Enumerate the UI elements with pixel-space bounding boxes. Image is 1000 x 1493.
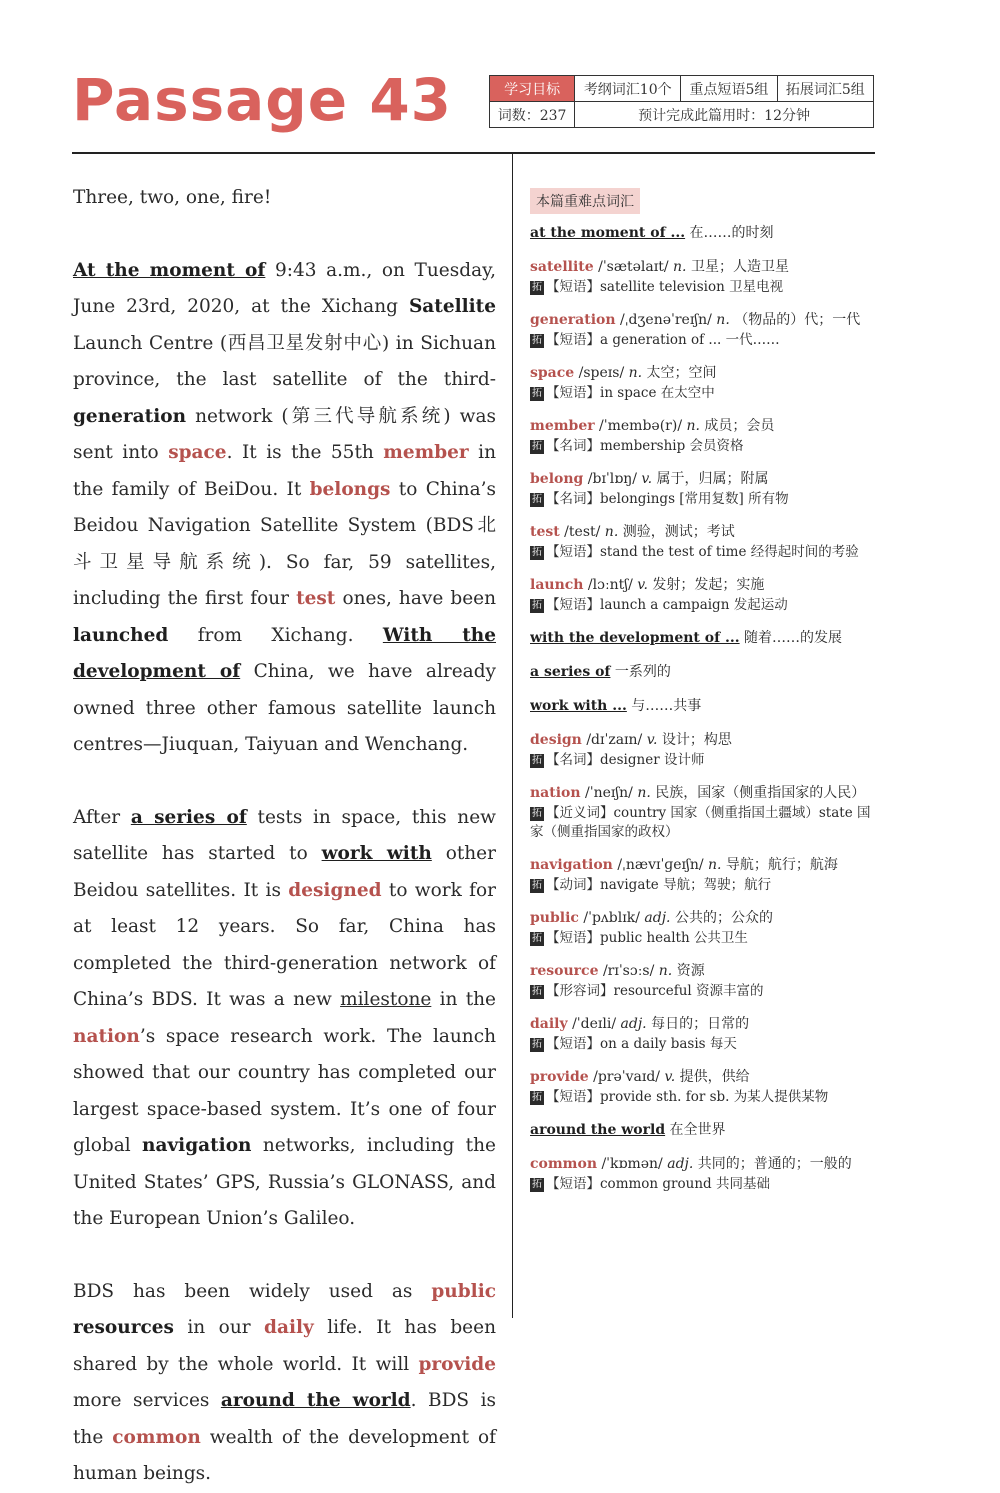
- vocab-definition: 提供，供给: [675, 1069, 750, 1085]
- extension-tag-icon: 拓: [532, 754, 542, 766]
- keyword-launched: launched: [73, 624, 169, 646]
- vocab-phrase: at the moment of ...: [530, 225, 686, 241]
- text-run: . BDS is the: [73, 1390, 496, 1448]
- vocab-definition: 民族，国家（侧重指国家的人民）: [650, 785, 866, 801]
- vocab-entry: [530, 1154, 875, 1194]
- vocab-entry-line: [530, 628, 875, 649]
- keyword-nation: nation: [73, 1025, 140, 1047]
- vocab-extension: [530, 596, 875, 615]
- vocab-entry: [530, 662, 875, 683]
- vocab-entry-line: [530, 696, 875, 717]
- vocab-extension-text: 【短语】common ground 共同基础: [546, 1176, 770, 1192]
- vocab-extension: [530, 1175, 875, 1194]
- vocab-definition: 公共的；公众的: [670, 910, 773, 926]
- vocab-entry: [530, 469, 875, 509]
- keyword-generation: generation: [73, 405, 187, 427]
- vocab-entry-line: [530, 310, 875, 331]
- passage-paragraph-1: [73, 253, 496, 764]
- vocab-extension-text: 【短语】a generation of ... 一代……: [546, 332, 780, 348]
- keyword-member: member: [383, 442, 469, 463]
- header-rule: [72, 152, 875, 154]
- phrase-with-the-development-of: With the development of: [73, 624, 497, 682]
- keyword-belongs: belongs: [309, 478, 391, 500]
- text-run: After: [73, 806, 131, 828]
- vocab-phonetic: /prəˈvaɪd/: [588, 1069, 665, 1085]
- extension-tag-icon: 拓: [532, 440, 542, 452]
- vocab-entry-line: [530, 1014, 875, 1035]
- phrase-at-the-moment-of: At the moment of: [73, 259, 266, 281]
- vocab-phonetic: /ˈneɪʃn/: [580, 785, 638, 801]
- vocab-part-of-speech: n.: [637, 785, 651, 801]
- extension-tag-icon: 拓: [532, 546, 542, 558]
- vocab-word: belong: [530, 471, 584, 487]
- column-divider: [512, 153, 513, 1318]
- vocab-word: design: [530, 732, 582, 748]
- text-run: ones, have been: [335, 588, 497, 609]
- vocab-part-of-speech: n.: [628, 365, 643, 381]
- vocab-entry-line: [530, 1067, 875, 1088]
- vocab-extension-text: 【名词】designer 设计师: [546, 752, 705, 768]
- vocab-entry: [530, 575, 875, 615]
- extended-vocab-count: 拓展词汇5组: [777, 76, 873, 102]
- text-run: network (第三代导航系统) was sent into: [73, 405, 496, 463]
- study-goals-table: [489, 75, 874, 128]
- key-phrases-count: 重点短语5组: [681, 76, 777, 102]
- vocab-word: navigation: [530, 857, 613, 873]
- vocab-definition: 属于，归属；附属: [652, 471, 769, 487]
- vocab-entry: [530, 1067, 875, 1107]
- text-run: in the: [431, 989, 496, 1010]
- keyword-satellite: Satellite: [408, 296, 496, 317]
- vocab-definition: 资源: [672, 963, 705, 979]
- keyword-provide: provide: [418, 1353, 496, 1375]
- vocab-entry-line: [530, 908, 875, 929]
- text-run: life. It has been shared by the whole world. It will: [73, 1317, 496, 1375]
- vocab-entry: [530, 223, 875, 244]
- vocab-definition: 测验，测试；考试: [618, 524, 735, 540]
- extension-tag-icon: 拓: [532, 985, 542, 997]
- vocab-entry-line: [530, 363, 875, 384]
- extension-tag-icon: 拓: [532, 1038, 542, 1050]
- vocab-part-of-speech: adj.: [667, 1156, 694, 1172]
- vocab-part-of-speech: n.: [658, 963, 673, 979]
- vocab-extension-text: 【近义词】country 国家（侧重指国土疆域）state 国家（侧重指国家的政权）: [530, 805, 871, 840]
- vocab-extension: [530, 982, 875, 1001]
- vocab-extension: [530, 490, 875, 509]
- keyword-public: public: [431, 1280, 496, 1302]
- keyword-common: common: [112, 1426, 201, 1448]
- vocab-definition: 在……的时刻: [685, 225, 774, 241]
- vocabulary-sidebar: [530, 188, 875, 1318]
- vocab-word: common: [530, 1156, 598, 1172]
- vocab-definition: 在全世界: [665, 1122, 726, 1138]
- vocab-entry-line: [530, 416, 875, 437]
- text-run: 9:43 a.m., on Tuesday, June 23rd, 2020, at the Xichang: [73, 259, 496, 317]
- vocab-definition: 共同的；普通的；一般的: [693, 1156, 852, 1172]
- text-run: . It is the 55th: [226, 442, 384, 463]
- extension-tag-icon: 拓: [532, 387, 542, 399]
- vocab-definition: 一系列的: [610, 664, 671, 680]
- text-run: wealth of the development of human beings.: [73, 1426, 496, 1484]
- vocab-extension: [530, 929, 875, 948]
- keyword-daily: daily: [264, 1317, 314, 1338]
- vocab-phonetic: /ˈmembə(r)/: [594, 418, 687, 434]
- text-run: BDS has been widely used as: [73, 1280, 432, 1302]
- text-run: China, we have already owned three other famous satellite launch centres—Jiuquan, Taiyuan and Wenchang.: [73, 661, 496, 755]
- study-goal-label: 学习目标: [490, 76, 575, 102]
- vocab-extension-text: 【形容词】resourceful 资源丰富的: [546, 983, 764, 999]
- vocab-definition: 发射；发起；实施: [647, 577, 765, 593]
- page-title: Passage 43: [72, 66, 453, 134]
- vocab-extension: [530, 876, 875, 895]
- passage-paragraph-2: [73, 800, 496, 1238]
- vocab-phonetic: /ˈsætəlaɪt/: [593, 259, 674, 275]
- keyword-resources: resources: [73, 1317, 174, 1338]
- vocab-part-of-speech: n.: [686, 418, 700, 434]
- vocab-extension-text: 【短语】public health 公共卫生: [546, 930, 748, 946]
- vocab-phonetic: /ˌdʒenəˈreɪʃn/: [615, 312, 717, 328]
- vocab-part-of-speech: v.: [664, 1069, 676, 1085]
- vocab-entry: [530, 1120, 875, 1141]
- text-run: in our: [173, 1317, 265, 1338]
- extension-tag-icon: 拓: [532, 281, 542, 293]
- vocab-entry-line: [530, 783, 875, 804]
- passage-paragraph-3: [73, 1274, 496, 1493]
- vocab-definition: 随着……的发展: [739, 630, 843, 646]
- vocab-entry: [530, 363, 875, 403]
- vocab-part-of-speech: adj.: [644, 910, 671, 926]
- vocab-part-of-speech: adj.: [620, 1016, 647, 1032]
- vocabulary-heading: 本篇重难点词汇: [530, 188, 640, 214]
- keyword-space: space: [168, 442, 227, 463]
- vocab-word: satellite: [530, 259, 594, 275]
- vocab-extension-text: 【动词】navigate 导航；驾驶；航行: [546, 877, 772, 893]
- vocab-definition: 太空；空间: [642, 365, 717, 381]
- vocab-phrase: with the development of ...: [530, 630, 740, 646]
- vocab-extension: [530, 751, 875, 770]
- vocabulary-list: [530, 223, 875, 1194]
- vocab-extension-text: 【短语】stand the test of time 经得起时间的考验: [546, 544, 859, 560]
- vocab-extension-text: 【短语】launch a campaign 发起运动: [546, 597, 788, 613]
- vocab-extension: [530, 331, 875, 350]
- vocab-entry: [530, 855, 875, 895]
- vocab-phonetic: /bɪˈlɒŋ/: [583, 471, 642, 487]
- extension-tag-icon: 拓: [532, 493, 542, 505]
- vocab-entry: [530, 628, 875, 649]
- vocab-extension-text: 【短语】provide sth. for sb. 为某人提供某物: [546, 1089, 829, 1105]
- vocab-extension-text: 【名词】membership 会员资格: [546, 438, 744, 454]
- vocab-extension: [530, 1035, 875, 1054]
- vocab-entry: [530, 416, 875, 456]
- text-run: more services: [73, 1390, 221, 1411]
- vocab-extension-text: 【名词】belongings [常用复数] 所有物: [546, 491, 789, 507]
- vocab-word: daily: [530, 1016, 568, 1032]
- vocab-part-of-speech: n.: [673, 259, 687, 275]
- keyword-milestone: milestone: [340, 989, 432, 1010]
- vocab-entry: [530, 1014, 875, 1054]
- vocab-entry-line: [530, 469, 875, 490]
- vocab-entry: [530, 961, 875, 1001]
- time-estimate: 预计完成此篇用时：12分钟: [575, 102, 874, 128]
- vocab-entry-line: [530, 522, 875, 543]
- vocab-definition: 导航；航行；航海: [721, 857, 838, 873]
- vocab-part-of-speech: v.: [641, 471, 653, 487]
- vocab-definition: （物品的）代；一代: [729, 312, 861, 328]
- vocab-phonetic: /rɪˈsɔːs/: [598, 963, 659, 979]
- vocab-word: test: [530, 524, 560, 540]
- text-run: other Beidou satellites. It is: [73, 843, 496, 901]
- vocab-entry: [530, 908, 875, 948]
- vocab-phonetic: /lɔːntʃ/: [583, 577, 638, 593]
- vocab-phonetic: /ˌnævɪˈɡeɪʃn/: [612, 857, 709, 873]
- vocab-word: public: [530, 910, 579, 926]
- word-count: 词数：237: [490, 102, 575, 128]
- keyword-navigation: navigation: [142, 1135, 252, 1156]
- vocab-entry: [530, 730, 875, 770]
- vocab-entry-line: [530, 257, 875, 278]
- vocab-extension: [530, 437, 875, 456]
- extension-tag-icon: 拓: [532, 1091, 542, 1103]
- vocab-word: space: [530, 365, 575, 381]
- vocab-entry: [530, 522, 875, 562]
- vocab-phrase: work with ...: [530, 698, 627, 714]
- vocab-part-of-speech: n.: [604, 524, 619, 540]
- vocab-entry-line: [530, 662, 875, 683]
- text-run: from Xichang.: [168, 624, 383, 646]
- vocab-phrase: a series of: [530, 664, 611, 680]
- text-run: ’s space research work. The launch showed that our country has completed our largest space-based system. It’s one of four global: [73, 1025, 496, 1156]
- vocab-extension-text: 【短语】on a daily basis 每天: [546, 1036, 737, 1052]
- vocab-entry: [530, 696, 875, 717]
- vocab-word: resource: [530, 963, 599, 979]
- vocab-word: launch: [530, 577, 584, 593]
- vocab-part-of-speech: n.: [708, 857, 722, 873]
- phrase-work-with: work with: [321, 843, 432, 864]
- vocab-entry-line: [530, 1120, 875, 1141]
- vocab-phonetic: /ˈkɒmən/: [597, 1156, 668, 1172]
- text-run: networks, including the United States’ GPS, Russia’s GLONASS, and the European Union’s Galileo.: [73, 1135, 496, 1229]
- passage-intro: Three, two, one, fire!: [73, 187, 272, 208]
- vocab-extension: [530, 1088, 875, 1107]
- vocab-phonetic: /dɪˈzaɪn/: [581, 732, 647, 748]
- text-run: to work for at least 12 years. So far, China has completed the third-generation network of China’s BDS. It was a new: [73, 879, 496, 1010]
- vocab-word: nation: [530, 785, 581, 801]
- vocab-entry: [530, 310, 875, 350]
- extension-tag-icon: 拓: [532, 932, 542, 944]
- syllabus-vocab-count: 考纲词汇10个: [575, 76, 681, 102]
- vocab-phonetic: /ˈpʌblɪk/: [578, 910, 645, 926]
- extension-tag-icon: 拓: [532, 807, 542, 819]
- vocab-extension: [530, 278, 875, 297]
- phrase-around-the-world: around the world: [220, 1390, 411, 1411]
- vocab-extension: [530, 384, 875, 403]
- text-run: tests in space, this new satellite has started to: [73, 806, 496, 864]
- text-run: in the family of BeiDou. It: [73, 442, 497, 500]
- vocab-definition: 成员；会员: [699, 418, 775, 434]
- vocab-word: provide: [530, 1069, 589, 1085]
- vocab-entry: [530, 257, 875, 297]
- vocab-entry-line: [530, 1154, 875, 1175]
- extension-tag-icon: 拓: [532, 334, 542, 346]
- vocab-extension: [530, 543, 875, 562]
- vocab-word: generation: [530, 312, 616, 328]
- vocab-extension: [530, 804, 875, 842]
- vocab-part-of-speech: n.: [716, 312, 730, 328]
- vocab-part-of-speech: v.: [637, 577, 648, 593]
- vocab-entry-line: [530, 730, 875, 751]
- keyword-test: test: [296, 588, 336, 609]
- extension-tag-icon: 拓: [532, 879, 542, 891]
- vocab-extension-text: 【短语】in space 在太空中: [546, 385, 715, 401]
- text-run: to China’s Beidou Navigation Satellite System (BDS北斗卫星导航系统). So far, 59 satellites, including the first four: [73, 478, 497, 609]
- vocab-entry: [530, 783, 875, 842]
- extension-tag-icon: 拓: [532, 1178, 542, 1190]
- vocab-entry-line: [530, 961, 875, 982]
- vocab-definition: 每日的；日常的: [646, 1016, 750, 1032]
- vocab-part-of-speech: v.: [646, 732, 658, 748]
- passage-text: [73, 180, 496, 1493]
- vocab-definition: 与……共事: [626, 698, 702, 714]
- vocab-phonetic: /test/: [559, 524, 605, 540]
- vocab-word: member: [530, 418, 595, 434]
- vocab-phonetic: /speɪs/: [574, 365, 629, 381]
- phrase-a-series-of: a series of: [130, 806, 247, 828]
- text-run: Launch Centre (西昌卫星发射中心) in Sichuan province, the last satellite of the third-: [73, 332, 496, 390]
- vocab-entry-line: [530, 855, 875, 876]
- keyword-designed: designed: [288, 879, 382, 901]
- vocab-entry-line: [530, 223, 875, 244]
- vocab-phrase: around the world: [530, 1122, 666, 1138]
- vocab-phonetic: /ˈdeɪli/: [567, 1016, 621, 1032]
- vocab-definition: 卫星；人造卫星: [686, 259, 789, 275]
- vocab-definition: 设计；构思: [657, 732, 732, 748]
- vocab-entry-line: [530, 575, 875, 596]
- vocab-extension-text: 【短语】satellite television 卫星电视: [546, 279, 784, 295]
- extension-tag-icon: 拓: [532, 599, 542, 611]
